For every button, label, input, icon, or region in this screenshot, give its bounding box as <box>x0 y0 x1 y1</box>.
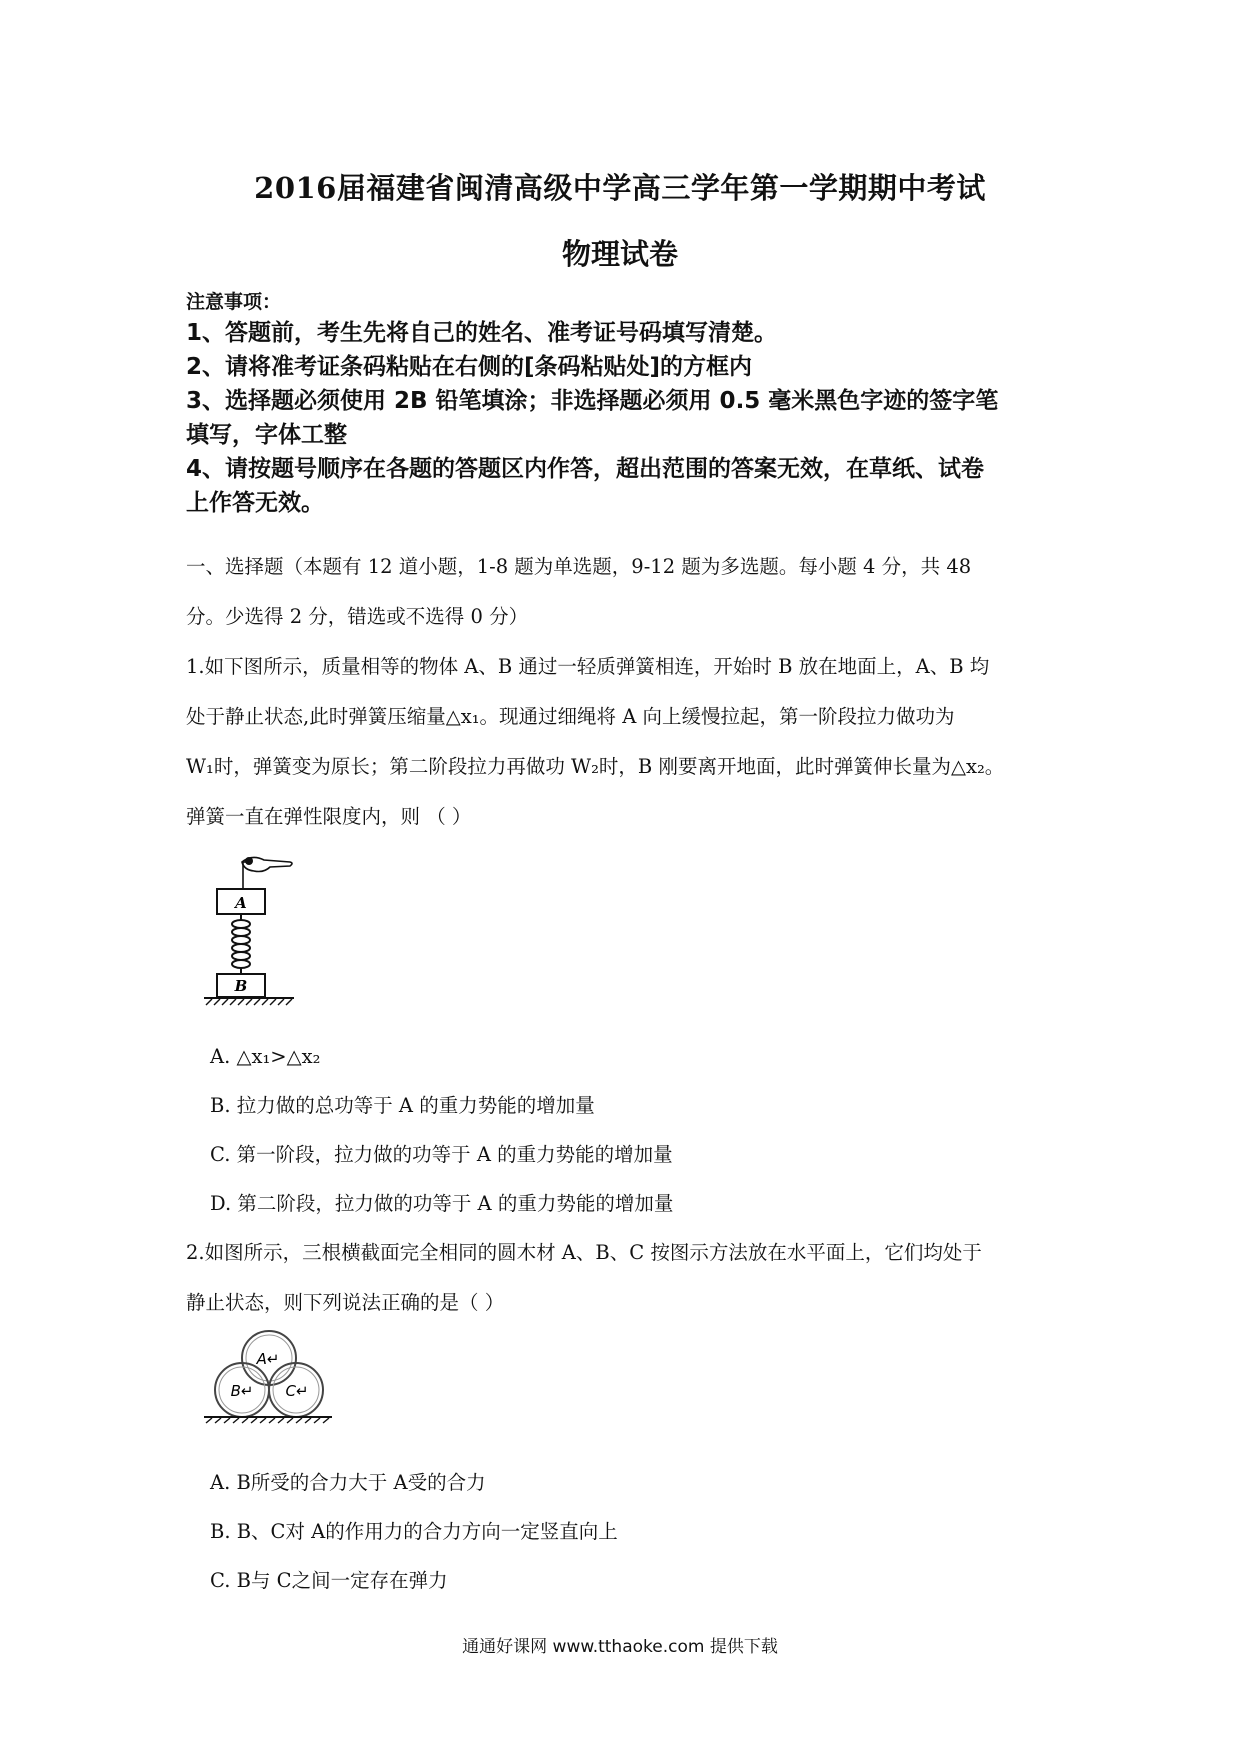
section-line: 分。少选得 2 分，错选或不选得 0 分） <box>186 605 529 628</box>
log-b-label: B↵ <box>230 1382 254 1400</box>
question-line: W₁时，弹簧变为原长；第二阶段拉力再做功 W₂时，B 刚要离开地面，此时弹簧伸长量为△x₂。 <box>186 755 1005 778</box>
question-line: 1.如下图所示，质量相等的物体 A、B 通过一轻质弹簧相连，开始时 B 放在地面上，A、B 均 <box>186 655 990 678</box>
q2-option-c: C. B与 C之间一定存在弹力 <box>210 1569 448 1592</box>
ground <box>204 1417 332 1423</box>
notice-item: 4、请按题号顺序在各题的答题区内作答，超出范围的答案无效，在草纸、试卷 <box>186 456 985 482</box>
ground <box>204 998 294 1005</box>
hand-icon <box>242 857 292 872</box>
notice-item: 填写，字体工整 <box>186 422 347 448</box>
notice-block <box>186 288 1066 520</box>
exam-title: 2016届福建省闽清高级中学高三学年第一学期期中考试 <box>254 171 986 205</box>
question-line: 处于静止状态,此时弹簧压缩量△x₁。现通过细绳将 A 向上缓慢拉起，第一阶段拉力做功为 <box>186 705 955 728</box>
q1-option-b: B. 拉力做的总功等于 A 的重力势能的增加量 <box>210 1094 595 1117</box>
notice-item: 1、答题前，考生先将自己的姓名、准考证号码填写清楚。 <box>186 320 778 346</box>
log-a-label: A↵ <box>256 1350 280 1368</box>
log-c-label: C↵ <box>285 1382 309 1400</box>
question-line: 静止状态，则下列说法正确的是（ ） <box>186 1291 505 1314</box>
q1-option-a: A. △x₁>△x₂ <box>210 1045 321 1068</box>
notice-item: 上作答无效。 <box>186 490 324 516</box>
footer-credit: 通通好课网 www.tthaoke.com 提供下载 <box>462 1637 778 1657</box>
section-line: 一、选择题（本题有 12 道小题，1-8 题为单选题，9-12 题为多选题。每小题 4 分，共 48 <box>186 555 972 578</box>
question-line: 2.如图所示，三根横截面完全相同的圆木材 A、B、C 按图示方法放在水平面上，它们均处于 <box>186 1241 982 1264</box>
block-b-label: B <box>234 977 248 995</box>
q1-option-d: D. 第二阶段，拉力做的功等于 A 的重力势能的增加量 <box>210 1192 674 1215</box>
notice-item: 3、选择题必须使用 2B 铅笔填涂；非选择题必须用 0.5 毫米黑色字迹的签字笔 <box>186 388 999 414</box>
notice-item: 2、请将准考证条码粘贴在右侧的[条码粘贴处]的方框内 <box>186 354 753 380</box>
q1-option-c: C. 第一阶段，拉力做的功等于 A 的重力势能的增加量 <box>210 1143 673 1166</box>
question-1-stem <box>186 642 1066 842</box>
q2-option-a: A. B所受的合力大于 A受的合力 <box>210 1471 486 1494</box>
logs-figure <box>204 1328 334 1424</box>
spring-blocks-figure <box>200 850 300 1008</box>
question-line: 弹簧一直在弹性限度内，则 （ ） <box>186 805 472 828</box>
notice-heading: 注意事项： <box>186 291 282 313</box>
spring <box>232 914 250 974</box>
block-a-label: A <box>235 894 247 912</box>
question-2-stem <box>186 1228 1066 1328</box>
q2-option-b: B. B、C对 A的作用力的合力方向一定竖直向上 <box>210 1520 618 1543</box>
section-instructions <box>186 542 1066 642</box>
exam-subtitle: 物理试卷 <box>561 237 678 271</box>
